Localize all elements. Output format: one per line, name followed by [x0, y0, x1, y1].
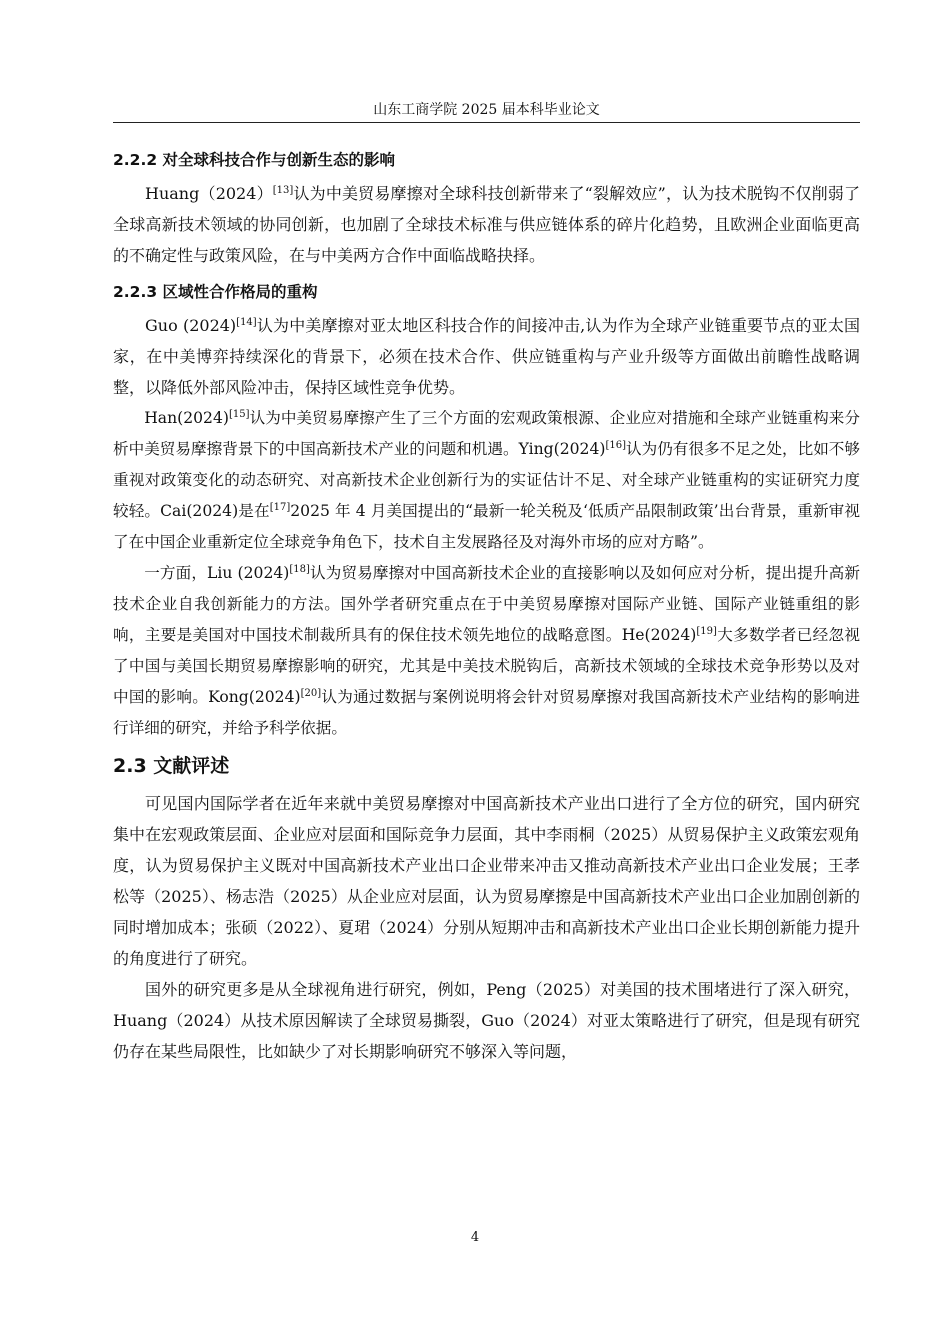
paragraph	[113, 310, 860, 403]
running-header: 山东工商学院 2025 届本科毕业论文	[113, 98, 860, 123]
heading-2-3: 2.3 文献评述	[113, 755, 230, 777]
paragraph	[113, 178, 860, 271]
citation-ref: [20]	[300, 688, 322, 699]
page-number: 4	[470, 1230, 480, 1245]
paragraph	[113, 558, 860, 744]
heading-2-2-2: 2.2.2 对全球科技合作与创新生态的影响	[113, 151, 396, 169]
paragraph-text: 一方面，Liu (2024)	[144, 564, 290, 582]
citation-author: Guo (2024)	[145, 316, 237, 335]
paragraph-text: 认为通过数据与案例说明将会针对贸易摩擦对我国高新技术产业结构的影响进行详细的研究，并给予科学依据。	[113, 688, 860, 737]
citation-ref: [17]	[269, 502, 291, 513]
paragraph-text: 大多数学者已经忽视了中国与美国长期贸易摩擦影响的研究，尤其是中美技术脱钩后，高新技术领域的全球技术竞争形势以及对中国的影响。Kong(2024)	[113, 626, 860, 706]
paragraph: 可见国内国际学者在近年来就中美贸易摩擦对中国高新技术产业出口进行了全方位的研究，国内研究集中在宏观政策层面、企业应对层面和国际竞争力层面，其中李雨桐（2025）从贸易保护主义政策宏观角度，认为贸易保护主义既对中国高新技术产业出口企业带来冲击又推动高新技术产业出口企业发展；王孝松等（2025）、杨志浩（2025）从企业应对层面，认为贸易摩擦是中国高新技术产业出口企业加剧创新的同时增加成本；张硕（2022）、夏珺（2024）分别从短期冲击和高新技术产业出口企业长期创新能力提升的角度进行了研究。	[113, 794, 860, 968]
paragraph	[113, 403, 860, 558]
citation-author: Huang（2024）	[145, 184, 273, 203]
citation-ref: [18]	[289, 564, 310, 575]
citation-ref: [15]	[228, 409, 250, 420]
paragraph-text: 认为仍有很多不足之处，比如不够重视对政策变化的动态研究、对高新技术企业创新行为的实证估计不足、对全球产业链重构的实证研究力度较轻。Cai(2024)是在	[113, 440, 860, 520]
paragraph-text: 2025 年 4 月美国提出的“最新一轮关税及‘低质产品限制政策’出台背景，重新审视了在中国企业重新定位全球竞争角色下，技术自主发展路径及对海外市场的应对方略”。	[113, 502, 860, 551]
paragraph-text: 认为中美贸易摩擦产生了三个方面的宏观政策根源、企业应对措施和全球产业链重构来分析中美贸易摩擦背景下的中国高新技术产业的问题和机遇。Ying(2024)	[113, 409, 860, 458]
citation-ref: [19]	[696, 626, 717, 637]
paragraph-text: 认为中美摩擦对亚太地区科技合作的间接冲击,认为作为全球产业链重要节点的亚太国家，在中美博弈持续深化的背景下，必须在技术合作、供应链重构与产业升级等方面做出前瞻性战略调整，以降低外部风险冲击，保持区域性竞争优势。	[113, 316, 860, 397]
paragraph-text: 认为贸易摩擦对中国高新技术企业的直接影响以及如何应对分析，提出提升高新技术企业自我创新能力的方法。国外学者研究重点在于中美贸易摩擦对国际产业链、国际产业链重组的影响，主要是美国对中国技术制裁所具有的保住技术领先地位的战略意图。He(2024)	[113, 564, 860, 644]
heading-2-2-3: 2.2.3 区域性合作格局的重构	[113, 283, 318, 301]
citation-ref: [16]	[605, 440, 626, 451]
citation-ref: [14]	[236, 317, 257, 328]
citation-author: Han(2024)	[144, 409, 229, 427]
paragraph: 国外的研究更多是从全球视角进行研究，例如，Peng（2025）对美国的技术围堵进行了深入研究，Huang（2024）从技术原因解读了全球贸易撕裂，Guo（2024）对亚太策略进行了研究，但是现有研究仍存在某些局限性，比如缺少了对长期影响研究不够深入等问题，	[113, 980, 860, 1061]
body-content	[113, 139, 860, 1067]
citation-ref: [13]	[272, 185, 294, 196]
paragraph-text: 认为中美贸易摩擦对全球科技创新带来了“裂解效应”，认为技术脱钩不仅削弱了全球高新技术领域的协同创新，也加剧了全球技术标准与供应链体系的碎片化趋势，且欧洲企业面临更高的不确定性与政策风险，在与中美两方合作中面临战略抉择。	[113, 184, 860, 265]
